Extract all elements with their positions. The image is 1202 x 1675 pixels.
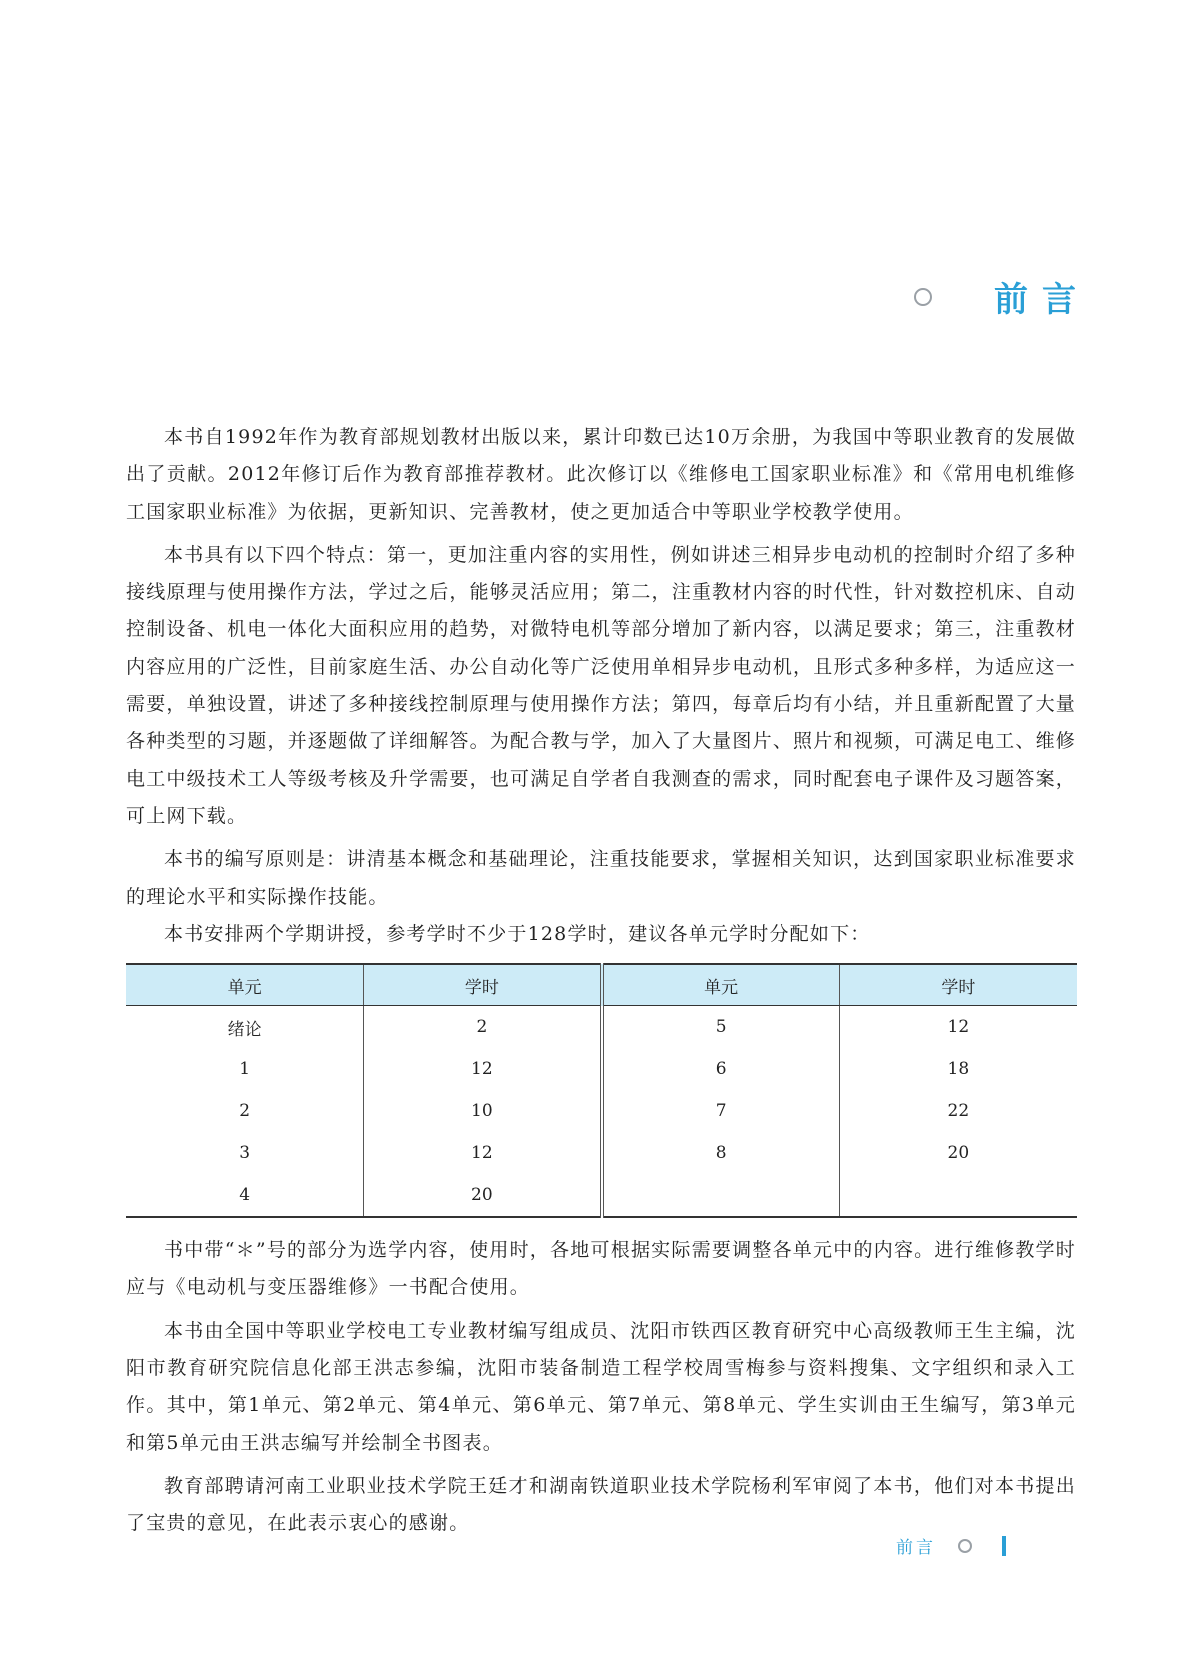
circle-icon (914, 288, 932, 306)
table-cell: 绪论 (227, 1019, 262, 1040)
table-cell: 20 (364, 1174, 602, 1217)
hours-table (126, 963, 1077, 1218)
page-footer (896, 1533, 1006, 1558)
footer-label: 前言 (896, 1538, 936, 1558)
table-header-cell: 学时 (364, 964, 602, 1006)
table-cell: 2 (364, 1006, 602, 1049)
table-row (126, 1174, 1077, 1217)
page-header (914, 272, 1090, 321)
page-title: 前言 (994, 280, 1090, 320)
table-row (126, 1132, 1077, 1174)
table-cell: 6 (602, 1048, 840, 1090)
paragraph: 本书自1992年作为教育部规划教材出版以来，累计印数已达10万余册，为我国中等职业教育的发展做出了贡献。2012年修订后作为教育部推荐教材。此次修订以《维修电工国家职业标准》和《常用电机维修工国家职业标准》为依据，更新知识、完善教材，使之更加适合中等职业学校教学使用。 (126, 426, 1076, 523)
table-cell: 22 (839, 1090, 1077, 1132)
table-cell: 12 (364, 1048, 602, 1090)
table-cell: 8 (602, 1132, 840, 1174)
circle-icon (958, 1539, 972, 1553)
footer-bar (1002, 1536, 1006, 1556)
paragraph: 本书安排两个学期讲授，参考学时不少于128学时，建议各单元学时分配如下： (164, 922, 871, 945)
table-cell (602, 1174, 840, 1217)
table-row (126, 1090, 1077, 1132)
paragraph: 本书由全国中等职业学校电工专业教材编写组成员、沈阳市铁西区教育研究中心高级教师王生主编，沈阳市教育研究院信息化部王洪志参编，沈阳市装备制造工程学校周雪梅参与资料搜集、文字组织和录入工作。其中，第1单元、第2单元、第4单元、第6单元、第7单元、第8单元、学生实训由王生编写，第3单元和第5单元由王洪志编写并绘制全书图表。 (126, 1319, 1076, 1454)
paragraph: 本书的编写原则是：讲清基本概念和基础理论，注重技能要求，掌握相关知识，达到国家职业标准要求的理论水平和实际操作技能。 (126, 848, 1076, 908)
table-cell: 4 (126, 1174, 364, 1217)
table-cell: 20 (839, 1132, 1077, 1174)
table-cell (839, 1174, 1077, 1217)
paragraph: 书中带“＊”号的部分为选学内容，使用时，各地可根据实际需要调整各单元中的内容。进行维修教学时应与《电动机与变压器维修》一书配合使用。 (126, 1239, 1076, 1299)
table-cell: 12 (364, 1132, 602, 1174)
paragraph: 教育部聘请河南工业职业技术学院王廷才和湖南铁道职业技术学院杨利军审阅了本书，他们对本书提出了宝贵的意见，在此表示衷心的感谢。 (126, 1474, 1076, 1535)
body-content (126, 419, 1076, 1543)
table-cell: 18 (839, 1048, 1077, 1090)
table-cell: 3 (239, 1143, 251, 1164)
paragraph: 本书具有以下四个特点：第一，更加注重内容的实用性，例如讲述三相异步电动机的控制时介绍了多种接线原理与使用操作方法，学过之后，能够灵活应用；第二，注重教材内容的时代性，针对数控机床、自动控制设备、机电一体化大面积应用的趋势，对微特电机等部分增加了新内容，以满足要求；第三，注重教材内容应用的广泛性，目前家庭生活、办公自动化等广泛使用单相异步电动机，且形式多种多样，为适应这一需要，单独设置，讲述了多种接线控制原理与使用操作方法；第四，每章后均有小结，并且重新配置了大量各种类型的习题，并逐题做了详细解答。为配合教与学，加入了大量图片、照片和视频，可满足电工、维修电工中级技术工人等级考核及升学需要，也可满足自学者自我测查的需求，同时配套电子课件及习题答案，可上网下载。 (126, 543, 1076, 827)
table-cell: 10 (364, 1090, 602, 1132)
table-cell: 7 (602, 1090, 840, 1132)
table-cell: 5 (602, 1006, 840, 1049)
table-header-cell: 单元 (602, 964, 840, 1006)
table-cell: 2 (239, 1101, 251, 1122)
table-header-row (126, 964, 1077, 1006)
table-row (126, 1048, 1077, 1090)
table-header-cell: 学时 (839, 964, 1077, 1006)
table-cell: 12 (839, 1006, 1077, 1049)
table-header-cell: 单元 (126, 964, 364, 1006)
table-row (126, 1006, 1077, 1049)
table-cell: 1 (239, 1059, 251, 1080)
